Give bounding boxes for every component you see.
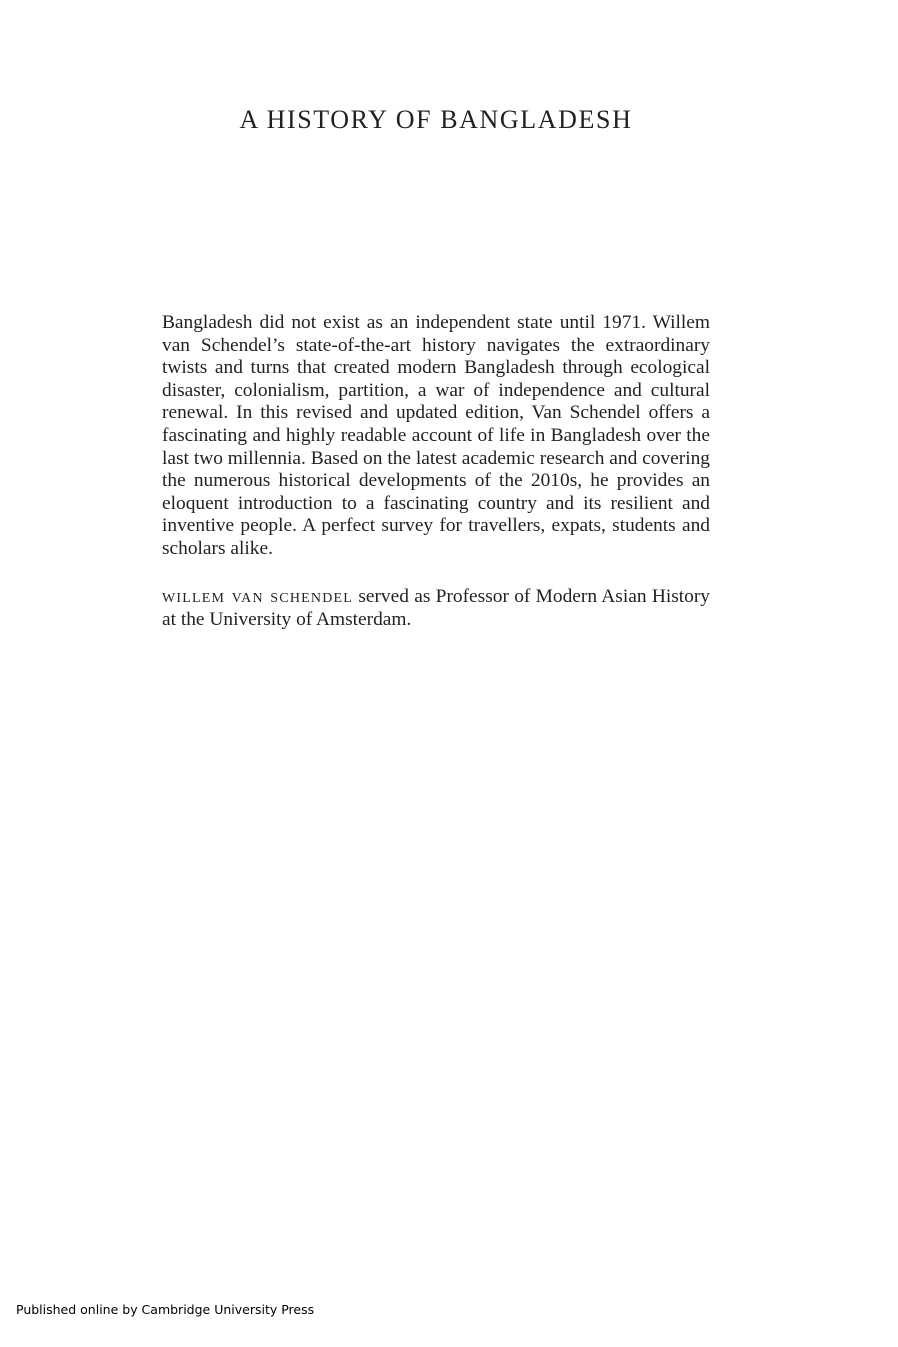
author-name: willem van schendel — [162, 586, 354, 607]
publisher-footer: Published online by Cambridge University Press — [16, 1302, 315, 1317]
author-bio — [162, 586, 710, 631]
author-bio-text: served as Professor of Modern Asian History at the University of Amsterdam. — [162, 586, 710, 630]
book-description: Bangladesh did not exist as an independent state until 1971. Willem van Schendel’s state-of-the-art history navigates the extraordinary twists and turns that created modern Bangladesh through ecological disaster, colonialism, partition, a war of independence and cultural renewal. In this revised and updated edition, Van Schendel offers a fascinating and highly readable account of life in Bangladesh over the last two millennia. Based on the latest academic research and covering the numerous historical developments of the 2010s, he provides an eloquent introduction to a fascinating country and its resilient and inventive people. A perfect survey for travellers, expats, students and scholars alike. — [162, 312, 710, 559]
book-title: A HISTORY OF BANGLADESH — [239, 105, 633, 134]
